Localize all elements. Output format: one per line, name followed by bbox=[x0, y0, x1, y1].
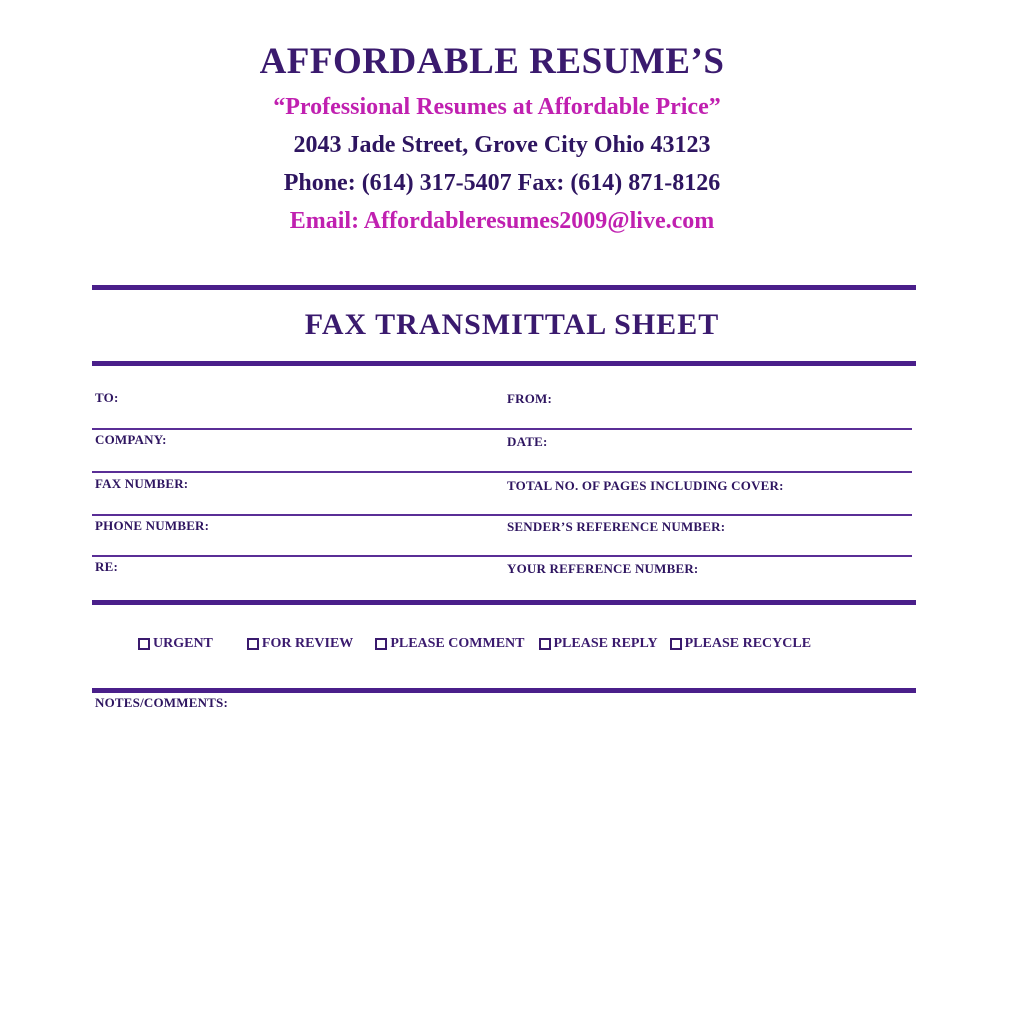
from-label: FROM: bbox=[507, 391, 553, 406]
row-divider bbox=[92, 514, 912, 516]
checkbox-square-icon[interactable] bbox=[539, 638, 551, 650]
company-address: 2043 Jade Street, Grove City Ohio 43123 bbox=[293, 132, 711, 158]
company-email: Email: Affordableresumes2009@live.com bbox=[289, 208, 715, 234]
checkbox-please-comment-label: PLEASE COMMENT bbox=[390, 636, 525, 651]
fax-number-label: FAX NUMBER: bbox=[95, 476, 189, 491]
checkbox-please-comment[interactable] bbox=[375, 636, 524, 652]
checkbox-square-icon[interactable] bbox=[670, 638, 682, 650]
checkbox-row bbox=[138, 636, 898, 652]
checkbox-please-reply[interactable] bbox=[539, 636, 658, 652]
checkbox-square-icon[interactable] bbox=[138, 638, 150, 650]
checkbox-square-icon[interactable] bbox=[247, 638, 259, 650]
checkbox-please-recycle[interactable] bbox=[670, 636, 811, 652]
company-name: AFFORDABLE RESUME’S bbox=[259, 41, 725, 82]
phone-number-label: PHONE NUMBER: bbox=[95, 518, 210, 533]
your-reference-label: YOUR REFERENCE NUMBER: bbox=[507, 561, 699, 576]
divider-fields-bottom bbox=[92, 600, 916, 605]
letterhead bbox=[0, 36, 1024, 240]
divider-title-bottom bbox=[92, 361, 916, 366]
sheet-title: FAX TRANSMITTAL SHEET bbox=[304, 308, 720, 341]
row-divider bbox=[92, 471, 912, 473]
divider-checks-bottom bbox=[92, 688, 916, 693]
to-label: TO: bbox=[95, 390, 119, 405]
notes-comments-label: NOTES/COMMENTS: bbox=[95, 695, 229, 710]
checkbox-for-review[interactable] bbox=[247, 636, 353, 652]
checkbox-square-icon[interactable] bbox=[375, 638, 387, 650]
company-tagline: “Professional Resumes at Affordable Price” bbox=[273, 94, 721, 120]
re-label: RE: bbox=[95, 559, 118, 574]
sender-reference-label: SENDER’S REFERENCE NUMBER: bbox=[507, 519, 726, 534]
checkbox-urgent[interactable] bbox=[138, 636, 213, 652]
checkbox-please-recycle-label: PLEASE RECYCLE bbox=[684, 636, 812, 651]
divider-top bbox=[92, 285, 916, 290]
row-divider bbox=[92, 555, 912, 557]
date-label: DATE: bbox=[507, 434, 548, 449]
company-phone-fax: Phone: (614) 317-5407 Fax: (614) 871-8126 bbox=[283, 170, 721, 196]
checkbox-for-review-label: FOR REVIEW bbox=[261, 636, 354, 651]
total-pages-label: TOTAL NO. OF PAGES INCLUDING COVER: bbox=[507, 478, 784, 493]
checkbox-please-reply-label: PLEASE REPLY bbox=[553, 636, 658, 651]
row-divider bbox=[92, 428, 912, 430]
company-label: COMPANY: bbox=[95, 432, 167, 447]
checkbox-urgent-label: URGENT bbox=[153, 636, 213, 651]
